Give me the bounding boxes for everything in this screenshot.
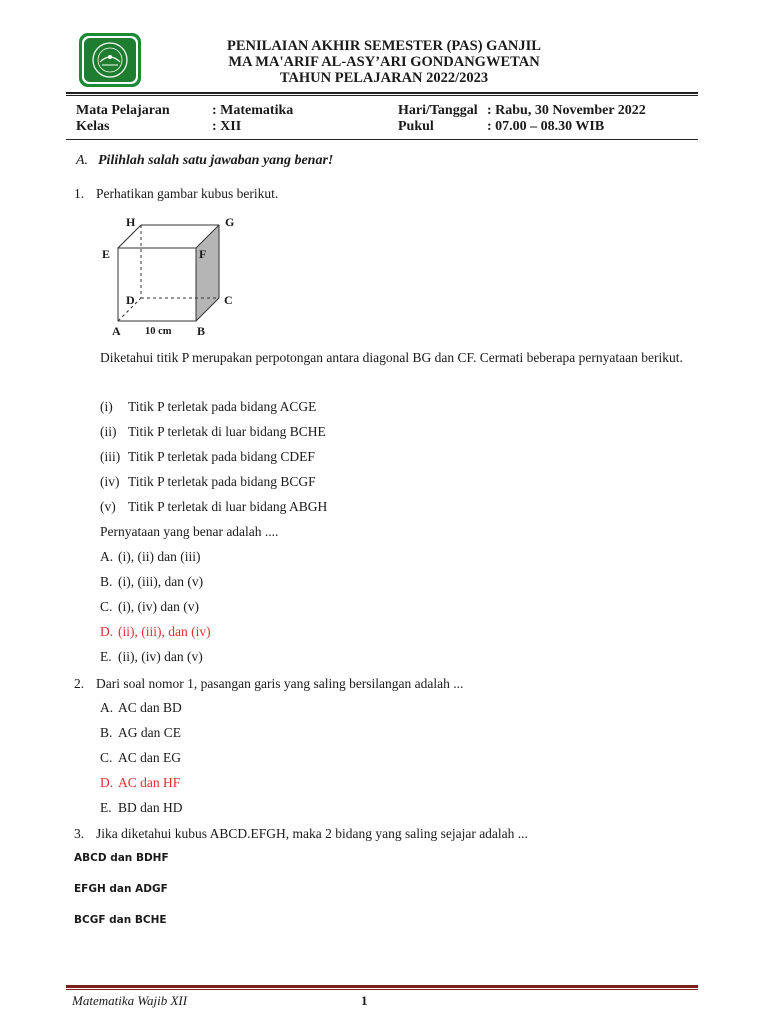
footer-rule-thin xyxy=(66,989,698,990)
option-text: AC dan BD xyxy=(118,700,182,715)
instruction xyxy=(76,153,333,169)
vertex-label-d: D xyxy=(126,293,135,307)
statement-text: Titik P terletak pada bidang ACGE xyxy=(128,399,317,414)
option-label: D. xyxy=(100,624,114,639)
answer-option-a[interactable] xyxy=(100,549,200,565)
header-line-2: MA MA'ARIF AL-ASY’ARI GONDANGWETAN xyxy=(228,54,540,70)
subject-label: Mata Pelajaran xyxy=(76,103,170,118)
question-1 xyxy=(74,186,278,202)
statement-text: Titik P terletak di luar bidang ABGH xyxy=(128,499,328,514)
option-text: (i), (ii) dan (iii) xyxy=(118,549,201,564)
statement-text: Titik P terletak pada bidang BCGF xyxy=(128,474,316,489)
statement-item xyxy=(100,399,316,415)
question-text: Jika diketahui kubus ABCD.EFGH, maka 2 bidang yang saling sejajar adalah ... xyxy=(96,826,528,841)
statement-label: (ii) xyxy=(100,424,117,439)
statement-label: (v) xyxy=(100,499,116,514)
option-text: (i), (iii), dan (v) xyxy=(118,574,204,589)
answer-option-2[interactable]: EFGH dan ADGF xyxy=(74,883,168,895)
q1-prompt: Pernyataan yang benar adalah .... xyxy=(100,524,279,539)
question-text: Perhatikan gambar kubus berikut. xyxy=(96,186,279,201)
option-label: C. xyxy=(100,599,113,614)
date-label: Hari/Tanggal xyxy=(398,103,478,118)
header-rule-top xyxy=(66,92,698,94)
header-line-1: PENILAIAN AKHIR SEMESTER (PAS) GANJIL xyxy=(227,38,541,54)
answer-option-b[interactable] xyxy=(100,574,203,590)
vertex-label-h: H xyxy=(126,215,136,229)
option-label: B. xyxy=(100,574,113,589)
time-value: : 07.00 – 08.30 WIB xyxy=(487,119,605,134)
option-label: C. xyxy=(100,750,113,765)
answer-option-e[interactable] xyxy=(100,800,183,816)
footer-subject: Matematika Wajib XII xyxy=(72,993,188,1008)
answer-option-e[interactable] xyxy=(100,649,203,665)
footer-rule xyxy=(66,985,698,988)
subject-value: : Matematika xyxy=(212,103,294,118)
answer-option-1[interactable]: ABCD dan BDHF xyxy=(74,852,169,864)
time-label: Pukul xyxy=(398,119,434,134)
class-label: Kelas xyxy=(76,119,110,134)
statement-item xyxy=(100,499,327,515)
statement-item xyxy=(100,474,316,490)
instruction-label: A. xyxy=(76,153,89,168)
header-line-3: TAHUN PELAJARAN 2022/2023 xyxy=(279,70,489,86)
option-label: E. xyxy=(100,649,112,664)
question-number: 2. xyxy=(74,676,85,691)
statement-label: (iii) xyxy=(100,449,121,464)
header-rule-top-thin xyxy=(66,95,698,96)
question-3 xyxy=(74,826,528,842)
statement-text: Titik P terletak di luar bidang BCHE xyxy=(128,424,326,439)
vertex-label-c: C xyxy=(224,293,233,307)
option-text: AG dan CE xyxy=(118,725,181,740)
answer-option-b[interactable] xyxy=(100,725,181,741)
vertex-label-f: F xyxy=(199,247,207,261)
answer-option-d-highlighted[interactable] xyxy=(100,624,211,640)
question-2 xyxy=(74,676,463,692)
answer-option-c[interactable] xyxy=(100,599,199,615)
date-value: : Rabu, 30 November 2022 xyxy=(487,103,646,118)
question-number: 3. xyxy=(74,826,85,841)
page-number: 1 xyxy=(361,993,368,1008)
option-label: E. xyxy=(100,800,112,815)
statement-item xyxy=(100,424,326,440)
vertex-label-e: E xyxy=(102,247,111,261)
class-value: : XII xyxy=(212,119,242,134)
answer-option-a[interactable] xyxy=(100,700,182,716)
edge-length-label: 10 cm xyxy=(145,326,172,337)
option-text: (ii), (iv) dan (v) xyxy=(118,649,203,664)
vertex-label-b: B xyxy=(197,324,206,338)
option-label: B. xyxy=(100,725,113,740)
option-label: A. xyxy=(100,549,114,564)
option-text: BD dan HD xyxy=(118,800,183,815)
option-text: AC dan EG xyxy=(118,750,181,765)
option-text: (i), (iv) dan (v) xyxy=(118,599,199,614)
answer-option-3[interactable]: BCGF dan BCHE xyxy=(74,914,167,926)
info-rule xyxy=(66,139,698,140)
option-text: (ii), (iii), dan (iv) xyxy=(118,624,211,639)
option-text: AC dan HF xyxy=(118,775,181,790)
vertex-label-a: A xyxy=(112,324,121,338)
statement-text: Titik P terletak pada bidang CDEF xyxy=(128,449,315,464)
question-text: Dari soal nomor 1, pasangan garis yang saling bersilangan adalah ... xyxy=(96,676,464,691)
statement-item xyxy=(100,449,315,465)
answer-option-c[interactable] xyxy=(100,750,181,766)
answer-option-d-highlighted[interactable] xyxy=(100,775,180,791)
instruction-text: Pilihlah salah satu jawaban yang benar! xyxy=(98,153,334,168)
cube-figure xyxy=(96,210,246,340)
school-logo xyxy=(78,32,142,88)
question-number: 1. xyxy=(74,186,85,201)
statement-label: (iv) xyxy=(100,474,120,489)
option-label: A. xyxy=(100,700,114,715)
vertex-label-g: G xyxy=(225,215,235,229)
q1-paragraph: Diketahui titik P merupakan perpotongan antara diagonal BG dan CF. Cermati beberapa pernyataan berikut. xyxy=(100,350,683,365)
statement-label: (i) xyxy=(100,399,113,414)
option-label: D. xyxy=(100,775,114,790)
